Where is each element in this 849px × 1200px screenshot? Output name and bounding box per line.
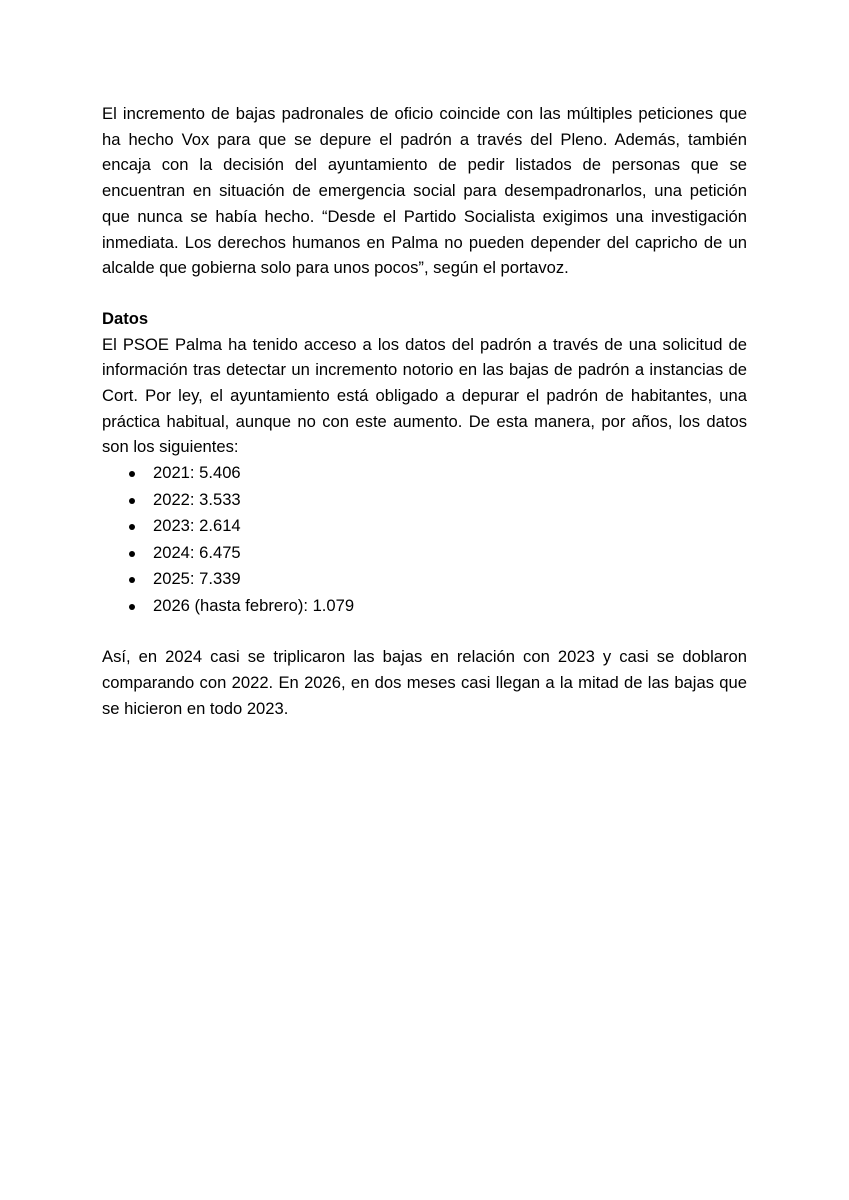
paragraph-intro: El incremento de bajas padronales de oficio coincide con las múltiples peticiones que ha hecho Vox para que se depure el padrón a través del Pleno. Además, también encaja con la decisión del ayuntamiento de pedir listados de personas que se encuentran en situación de emergencia social para desempadronarlos, una petición que nunca se había hecho. “Desde el Partido Socialista exigimos una investigación inmediata. Los derechos humanos en Palma no pueden depender del capricho de un alcalde que gobierna solo para unos pocos”, según el portavoz. — [102, 104, 747, 278]
list-item-text: 2022: 3.533 — [153, 489, 241, 509]
paragraph-datos: El PSOE Palma ha tenido acceso a los datos del padrón a través de una solicitud de información tras detectar un incremento notorio en las bajas de padrón a instancias de Cort. Por ley, el ayuntamiento está obligado a depurar el padrón de habitantes, una práctica habitual, aunque no con este aumento. De esta manera, por años, los datos son los siguientes: — [102, 334, 747, 457]
list-item — [102, 566, 747, 593]
bullet-icon — [129, 471, 135, 477]
bullet-icon — [129, 551, 135, 557]
bullet-icon — [129, 498, 135, 504]
bullet-icon — [129, 577, 135, 583]
bullet-icon — [129, 604, 135, 610]
paragraph-conclusion: Así, en 2024 casi se triplicaron las bajas en relación con 2023 y casi se doblaron comparando con 2022. En 2026, en dos meses casi llegan a la mitad de las bajas que se hicieron en todo 2023. — [102, 647, 747, 718]
list-item — [102, 540, 747, 567]
list-item-text: 2021: 5.406 — [153, 463, 241, 483]
list-item-text: 2026 (hasta febrero): 1.079 — [153, 595, 355, 615]
list-item — [102, 593, 747, 620]
list-item-text: 2024: 6.475 — [153, 542, 241, 562]
bullet-icon — [129, 524, 135, 530]
list-item-text: 2025: 7.339 — [153, 569, 241, 589]
data-bullet-list — [102, 460, 747, 619]
list-item — [102, 460, 747, 487]
list-item-text: 2023: 2.614 — [153, 516, 241, 536]
list-item — [102, 513, 747, 540]
list-item — [102, 487, 747, 514]
document-body — [102, 101, 747, 721]
section-heading-datos: Datos — [102, 308, 149, 328]
